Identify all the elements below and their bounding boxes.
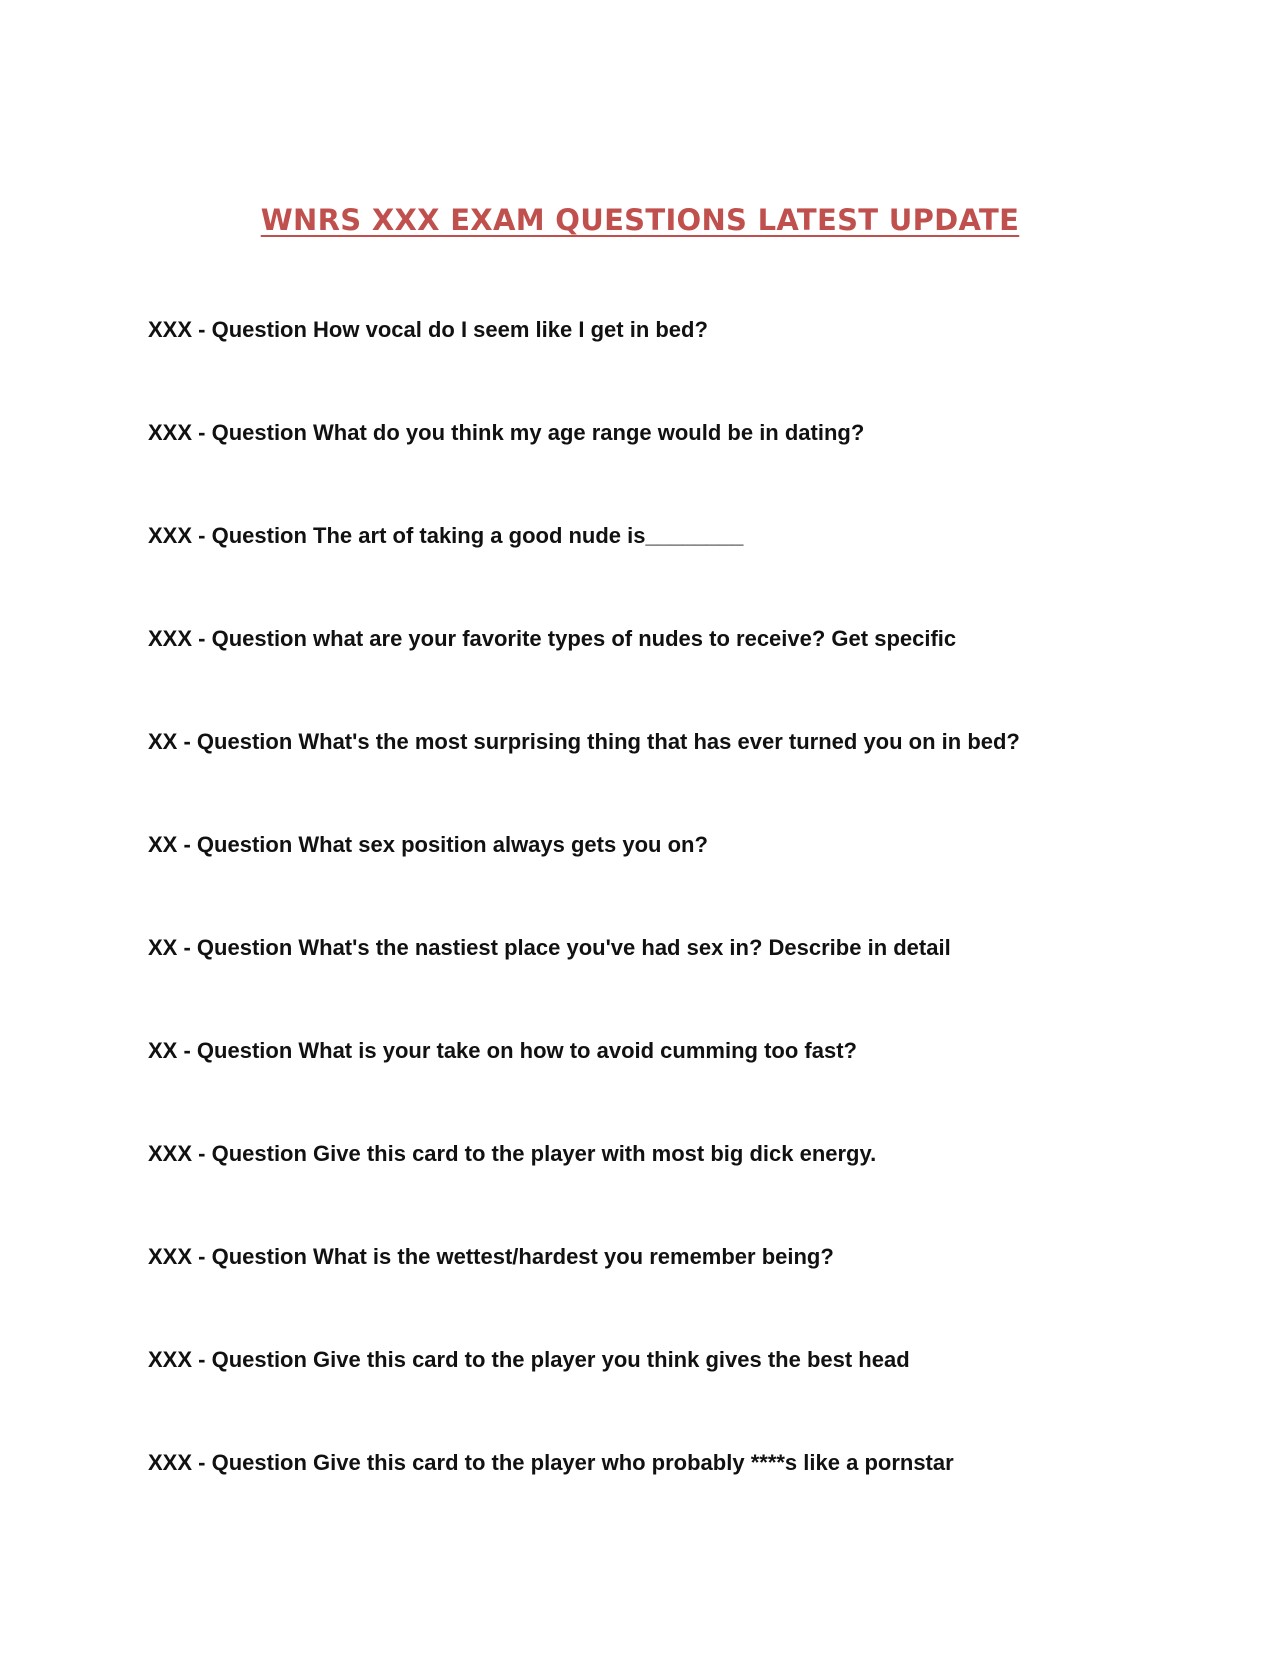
question-level: XX <box>148 832 178 857</box>
question-item <box>148 1242 1248 1345</box>
question-level: XXX <box>148 1244 193 1269</box>
question-item <box>148 1139 1248 1242</box>
question-item <box>148 727 1248 830</box>
question-separator: - <box>192 420 212 445</box>
question-text: Question Give this card to the player you think gives the best head <box>211 1347 910 1372</box>
question-item <box>148 418 1248 521</box>
question-text: Question What is your take on how to avoid cumming too fast? <box>196 1038 857 1063</box>
question-separator: - <box>177 729 197 754</box>
question-item <box>148 1345 1248 1448</box>
question-separator: - <box>192 523 212 548</box>
question-separator: - <box>192 626 212 651</box>
question-level: XXX <box>148 1450 193 1475</box>
question-text: Question What sex position always gets you on? <box>196 832 708 857</box>
question-level: XXX <box>148 420 193 445</box>
question-separator: - <box>192 317 212 342</box>
page-title-text: WNRS XXX EXAM QUESTIONS LATEST UPDATE <box>260 203 1020 237</box>
question-item <box>148 933 1248 1036</box>
page-title <box>0 202 1280 238</box>
question-separator: - <box>177 832 197 857</box>
question-text: Question what are your favorite types of nudes to receive? Get specific <box>211 626 957 651</box>
question-level: XXX <box>148 626 193 651</box>
question-level: XXX <box>148 1347 193 1372</box>
question-level: XX <box>148 1038 178 1063</box>
question-text: Question Give this card to the player who probably ****s like a pornstar <box>211 1450 954 1475</box>
question-item <box>148 521 1248 624</box>
question-text: Question What is the wettest/hardest you remember being? <box>211 1244 834 1269</box>
question-separator: - <box>177 1038 197 1063</box>
question-level: XXX <box>148 523 193 548</box>
question-separator: - <box>192 1244 212 1269</box>
question-item <box>148 315 1248 418</box>
question-item <box>148 1036 1248 1139</box>
question-text: Question What do you think my age range would be in dating? <box>211 420 865 445</box>
question-text: Question The art of taking a good nude is________ <box>211 523 744 548</box>
question-text: Question What's the most surprising thing that has ever turned you on in bed? <box>196 729 1020 754</box>
question-text: Question What's the nastiest place you've had sex in? Describe in detail <box>196 935 951 960</box>
question-separator: - <box>192 1450 212 1475</box>
question-level: XXX <box>148 1141 193 1166</box>
question-item <box>148 1448 1248 1551</box>
question-level: XX <box>148 729 178 754</box>
question-separator: - <box>192 1141 212 1166</box>
question-item <box>148 830 1248 933</box>
question-separator: - <box>177 935 197 960</box>
question-text: Question Give this card to the player with most big dick energy. <box>211 1141 877 1166</box>
question-level: XXX <box>148 317 193 342</box>
question-separator: - <box>192 1347 212 1372</box>
question-list <box>148 315 1248 1551</box>
question-item <box>148 624 1248 727</box>
question-level: XX <box>148 935 178 960</box>
question-text: Question How vocal do I seem like I get in bed? <box>211 317 708 342</box>
